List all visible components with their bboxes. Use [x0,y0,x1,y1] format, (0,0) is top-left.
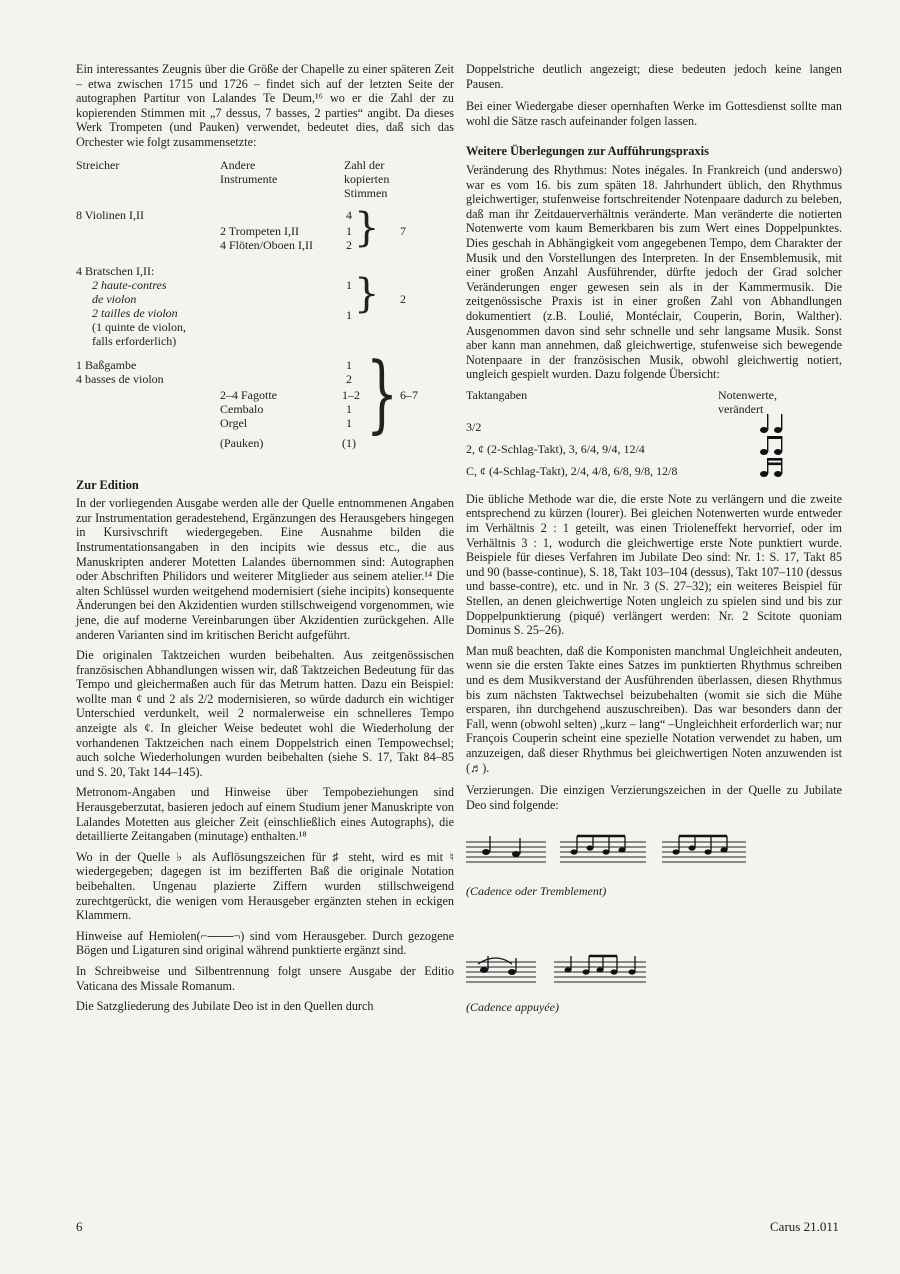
table-row-bassgambe: 1 Baßgambe [76,357,137,372]
catalog-number: Carus 21.011 [770,1219,839,1234]
table-group-total: 7 [400,223,406,238]
heading-zur-edition: Zur Edition [76,477,139,492]
caption-cadence-appuyee: (Cadence appuyée) [466,1000,559,1015]
table-header-streicher: Streicher [76,157,120,172]
table-count: 1 [346,223,352,238]
table-count: 1 [346,357,352,372]
table-header-kopierten: kopierten [344,171,390,186]
left-column [76,62,454,1020]
brace-icon: } [354,204,380,251]
paragraph-taktzeichen: Die originalen Taktzeichen wurden beibehalten. Aus zeitgenössischen französischen Abhandlungen wissen wir, daß Taktzeichen Bedeutung für das Tempo und gleichermaßen auch für das Metrum hatten. Dazu ein Beispiel: wollte man ¢ und 2 als 2/2 modernisieren, so würde dadurch ein wichtiger Unterschied verdunkelt, weil 2 normalerweise ein schnelleres Tempo anzeigte als ¢. In gleicher Weise bedeutet wohl die Wiederholung der vorhandenen Taktzeichen nach einem Doppelstrich einen Tempowechsel; auch solche Wiederholungen wurden beibehalten (siehe S. 17, Takt 84–85 und S. 20, Takt 144–145). [76,648,454,779]
quarter-notes-icon [758,412,788,434]
table-row-basses: 4 basses de violon [76,371,164,386]
page-number: 6 [76,1219,83,1234]
heading-auffuehrungspraxis: Weitere Überlegungen zur Aufführungspraxis [466,144,709,159]
table-header-instrumente: Instrumente [220,171,278,186]
caption-cadence: (Cadence oder Tremblement) [466,884,607,899]
tempo-row-1: 3/2 [466,419,482,434]
paragraph-hemiolen: Hinweise auf Hemiolen(⌐───¬) sind vom Herausgeber. Durch gezogene Bögen und Ligaturen sind original während punktierte ergänzt sind. [76,928,454,958]
brace-icon: } [354,270,380,317]
tempo-header-taktangaben: Taktangaben [466,387,528,402]
table-count: (1) [342,435,356,450]
brace-icon: } [366,343,399,442]
music-staff-icon [466,834,746,874]
paragraph-chapelle: Ein interessantes Zeugnis über die Größe der Chapelle zu einer späteren Zeit – etwa zwischen 1715 und 1726 – findet sich auf der letzten Seite der autographen Partitur von Lalandes Te Deum,¹⁶ wo er die Zahl der zu kopierenden Stimmen mit „7 dessus, 7 basses, 2 parties“ angibt. Da dieses Werk Trompeten (und Pauken) verwendet, bedeutet dies, daß sich das Orchester wie folgt zusammensetzte: [76,62,454,149]
table-count: 1 [346,307,352,322]
tempo-header-notenwerte: Notenwerte, [718,387,777,402]
table-count: 1–2 [342,387,360,402]
paragraph-aufloesung: Wo in der Quelle ♭ als Auflösungszeichen für ♯ steht, wird es mit ♮ wiedergegeben; dagegen ist im bezifferten Baß die originale Notation beibehalten. Ungenau plazierte Ziffern wurden stillschweigend zurechtgerückt, die wenigen vom Herausgeber ergänzten stehen in eckigen Klammern. [76,849,454,923]
table-group-total: 2 [400,291,406,306]
tempo-row-2: 2, ¢ (2-Schlag-Takt), 3, 6/4, 9/4, 12/4 [466,441,645,456]
table-row-floeten: 4 Flöten/Oboen I,II [220,237,313,252]
table-row-trompeten: 2 Trompeten I,II [220,223,299,238]
table-row-violinen: 8 Violinen I,II [76,207,145,222]
paragraph-verzierungen: Verzierungen. Die einzigen Verzierungszeichen in der Quelle zu Jubilate Deo sind folgende: [466,783,842,812]
table-row-quinte: (1 quinte de violon, [92,319,186,334]
tempo-header-veraendert: verändert [718,401,764,416]
music-staff-icon [466,954,646,994]
paragraph-methode: Die übliche Methode war die, die erste Note zu verlängern und die zweite entsprechend zu kürzen (lourer). Bei gleichen Notenwerten wurde entweder im Verhältnis 2 : 1 geteilt, was einen Trioleneffekt hervorrief, oder im Verhältnis 3 : 1, wodurch die gleichwertige erste Note punktiert wurde. Beispiele für dieses Verfahren im Jubilate Deo sind: Nr. 1: S. 17, Takt 85 und 90 (basse-continue), S. 18, Takt 103–104 (dessus), Takt 107–110 (dessus und basse-contre), etc. und in Nr. 3 (S. 27–32); ein weiteres Beispiel für Stellen, an denen gleichwertige Noten ungleich zu spielen sind und bis zur Doppelpunktierung (piqué) verlängert werden: Nr. 2 Scitote quoniam Dominus S. 25–26). [466,491,842,638]
table-count: 2 [346,371,352,386]
table-row-orgel: Orgel [220,415,248,430]
paragraph-satzgliederung: Die Satzgliederung des Jubilate Deo ist in den Quellen durch [76,999,374,1014]
ornament-examples-appuyee [466,948,842,1028]
table-row-tailles: 2 tailles de violon [92,305,178,320]
paragraph-ungleichheit: Man muß beachten, daß die Komponisten manchmal Ungleichheit andeuten, wenn sie die ersten Takte eines Satzes im punktierten Rhythmus schreiben und es dem Musikverstand der Ausführenden überlassen, diesen Rhythmus bis zum nächsten Taktwechsel beizubehalten (womit sie sich die Mühe ersparen, ihn durchgehend auszuschreiben). Das war besonders dann der Fall, wenn (obwohl selten) „kurz – lang“ –Ungleichheit erforderlich war; nur François Couperin scheint eine spezielle Notation verwendet zu haben, um anzuzeigen, daß dieser Rhythmus bei gleichwertigen Noten anzuwenden ist (♬). [466,643,842,775]
paragraph-notes-inegales: Veränderung des Rhythmus: Notes inégales. In Frankreich (und anderswo) war es vom 16. bis zum späten 18. Jahrhundert üblich, den Rhythmus gleichwertiger, stufenweise fortschreitender Notenpaare dadurch zu beleben, daß man ihr Zeitdauerverhältnis veränderte. Man veränderte die notierten Notenwerte vom kaum Bemerkbaren bis zum Wert eines Doppelpunktes. Dies geschah in Abhängigkeit vom angegebenen Tempo, dem Charakter der Musik und den Vorstellungen des Interpreten. In der Ensemblemusik, mit einer großen Anzahl Ausführender, dürfte jedoch der Grad solcher Veränderungen enger gewesen sein als in der Kammermusik. Die zeitgenössische Praxis ist in einer großen Zahl von Abhandlungen dokumentiert (z.B. Loulié, Montéclair, Couperin, Borin, Walther). Ausgenommen davon sind sehr schnelle und sehr langsame Musik. Sonst aber kann man annehmen, daß gleichwertige, stufenweise sich bewegende Notenpaare in der französischen Musik, obwohl gleichwertig notiert, ungleich gespielt wurden. Dazu folgende Übersicht: [466,162,842,382]
table-count: 1 [346,401,352,416]
paragraph-schreibweise: In Schreibweise und Silbentrennung folgt unsere Ausgabe der Editio Vaticana des Missale Romanum. [76,963,454,993]
table-row-haute-contres: 2 haute-contres [92,277,167,292]
ornament-examples-cadence [466,818,842,938]
paragraph-metronom: Metronom-Angaben und Hinweise über Tempobeziehungen sind Herausgeberzutat, basieren jedoch auf einem Studium jener Manuskripte von Lalandes Motetten aus gleicher Zeit (einschließlich eines Autographs), die detaillierte Zeitangaben (minutage) enthalten.¹⁸ [76,785,454,844]
table-row-falls: falls erforderlich) [92,333,177,348]
sixteenth-notes-icon [758,456,788,478]
table-group-total: 6–7 [400,387,418,402]
paragraph-doppelstriche: Doppelstriche deutlich angezeigt; diese bedeuten jedoch keine langen Pausen. [466,62,842,91]
table-row-bratschen: 4 Bratschen I,II: [76,263,155,278]
right-column [466,62,842,1038]
table-count: 1 [346,415,352,430]
table-header-zahl: Zahl der [344,157,385,172]
paragraph-gottesdienst: Bei einer Wiedergabe dieser opernhaften Werke im Gottesdienst sollte man wohl die Sätze rasch aufeinander folgen lassen. [466,99,842,128]
table-row-pauken: (Pauken) [220,435,264,450]
paragraph-edition: In der vorliegenden Ausgabe werden alle der Quelle entnommenen Angaben zur Instrumentation geradestehend, Ergänzungen des Herausgebers hingegen in Kursivschrift wiedergegeben. Eine Ausnahme bilden die Instrumentationsangaben in den incipits wie dessus etc., die aus Manuskripten anderer Motetten Lalandes übernommen sind: Autographen oder Abschriften Philidors und weiterer Mitglieder aus seinem atelier.¹⁴ Die alten Schlüssel wurden weitgehend modernisiert (siehe incipits) konsequente Änderungen bei den Akzidentien wurden stillschweigend vorgenommen, wie jene, die auf moderne Vereinbarungen über Akzidentien zurückgehen. Alle anderen Varianten sind im kritischen Bericht aufgeführt. [76,496,454,642]
table-row-cembalo: Cembalo [220,401,264,416]
table-row-fagotte: 2–4 Fagotte [220,387,277,402]
table-count: 1 [346,277,352,292]
table-row-de-violon: de violon [92,291,137,306]
table-header-andere: Andere [220,157,256,172]
table-count: 2 [346,237,352,252]
orchestra-table [76,158,454,468]
eighth-notes-icon [758,434,788,456]
tempo-table [466,388,842,486]
table-header-stimmen: Stimmen [344,185,388,200]
tempo-row-3: C, ¢ (4-Schlag-Takt), 2/4, 4/8, 6/8, 9/8, 12/8 [466,463,678,478]
table-count: 4 [346,207,352,222]
